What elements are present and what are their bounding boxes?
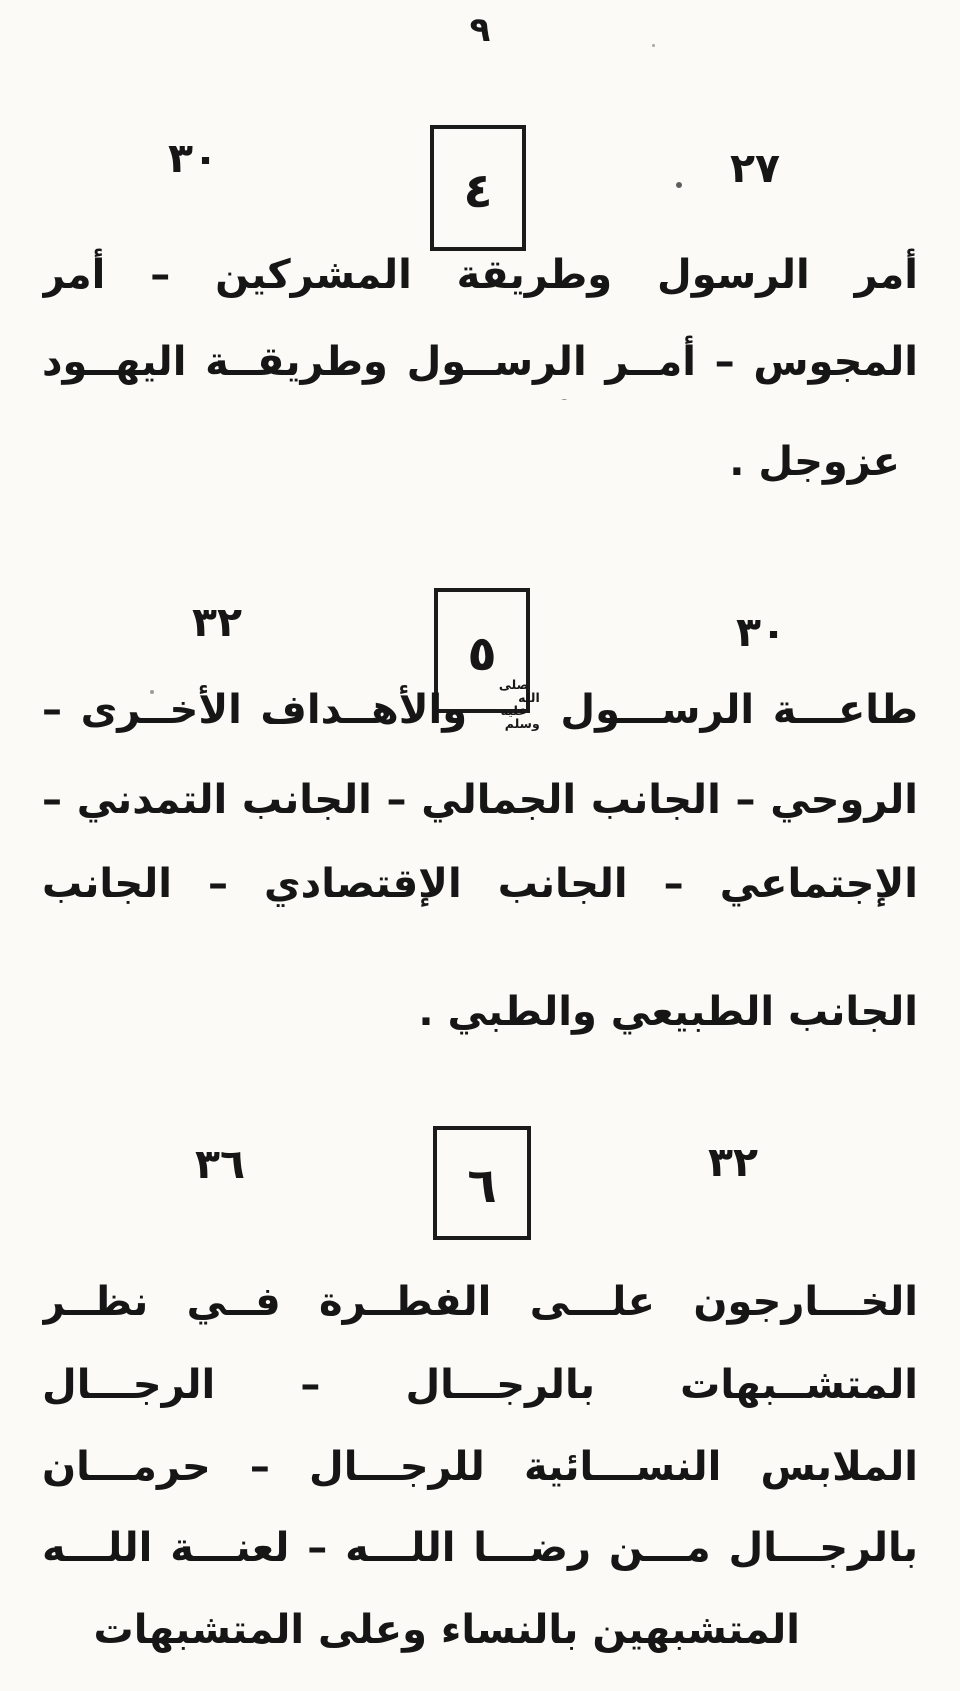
section5-text-line: الإجتماعي – الجانب الإقتصادي – الجانب bbox=[42, 861, 918, 907]
section5-number: ٥ bbox=[467, 625, 497, 682]
section6-left-page-number: ٣٦ bbox=[194, 1140, 246, 1188]
scan-speck bbox=[676, 182, 682, 188]
section5-left-page-number: ٣٢ bbox=[191, 598, 243, 646]
section4-right-page-number: ٢٧ bbox=[729, 144, 781, 192]
section4-text-line: عزوجل . bbox=[729, 439, 900, 485]
sallallahu-alayhi-wasallam-mark: صلى الله عليه وسلم bbox=[498, 678, 540, 732]
page-number: ٩ bbox=[469, 10, 491, 50]
section5-line1-post: والأهــداف الأخــرى – bbox=[42, 687, 468, 733]
section5-text-line: الروحي – الجانب الجمالي – الجانب التمدني – bbox=[42, 777, 918, 823]
section6-text-line: الخـــارجون علـــى الفطــرة فــي نظــر bbox=[42, 1279, 918, 1325]
section6-number: ٦ bbox=[467, 1158, 497, 1214]
scan-speck bbox=[150, 690, 154, 694]
section5-text-line bbox=[42, 678, 918, 748]
section5-right-page-number: ٣٠ bbox=[735, 608, 787, 656]
section4-text-line: أمر الرسول وطريقة المشركين – أمر bbox=[42, 252, 918, 298]
section6-text-line: الملابس النســـائية للرجـــال – حرمـــان bbox=[42, 1444, 918, 1490]
section5-text-line: الجانب الطبيعي والطبي . bbox=[418, 989, 918, 1035]
section6-text-line: بالرجـــال مـــن رضـــا اللـــه – لعنـــة اللـــه bbox=[42, 1525, 918, 1571]
scan-speck bbox=[652, 44, 655, 47]
section4-number: ٤ bbox=[463, 163, 493, 219]
section6-text-line: المتشــبهات بالرجـــال – الرجـــال bbox=[42, 1362, 918, 1408]
section6-right-page-number: ٣٢ bbox=[707, 1138, 759, 1186]
section4-left-page-number: ٣٠ bbox=[167, 134, 219, 182]
section6-number-box bbox=[433, 1126, 531, 1240]
section4-number-box bbox=[430, 125, 526, 251]
section4-text-line: المجوس – أمــر الرســول وطريقــة اليهــود bbox=[42, 339, 918, 385]
section6-text-line: المتشبهين بالنساء وعلى المتشبهات bbox=[93, 1607, 800, 1653]
section5-line1-pre: طاعـــة الرســـول bbox=[560, 687, 918, 733]
